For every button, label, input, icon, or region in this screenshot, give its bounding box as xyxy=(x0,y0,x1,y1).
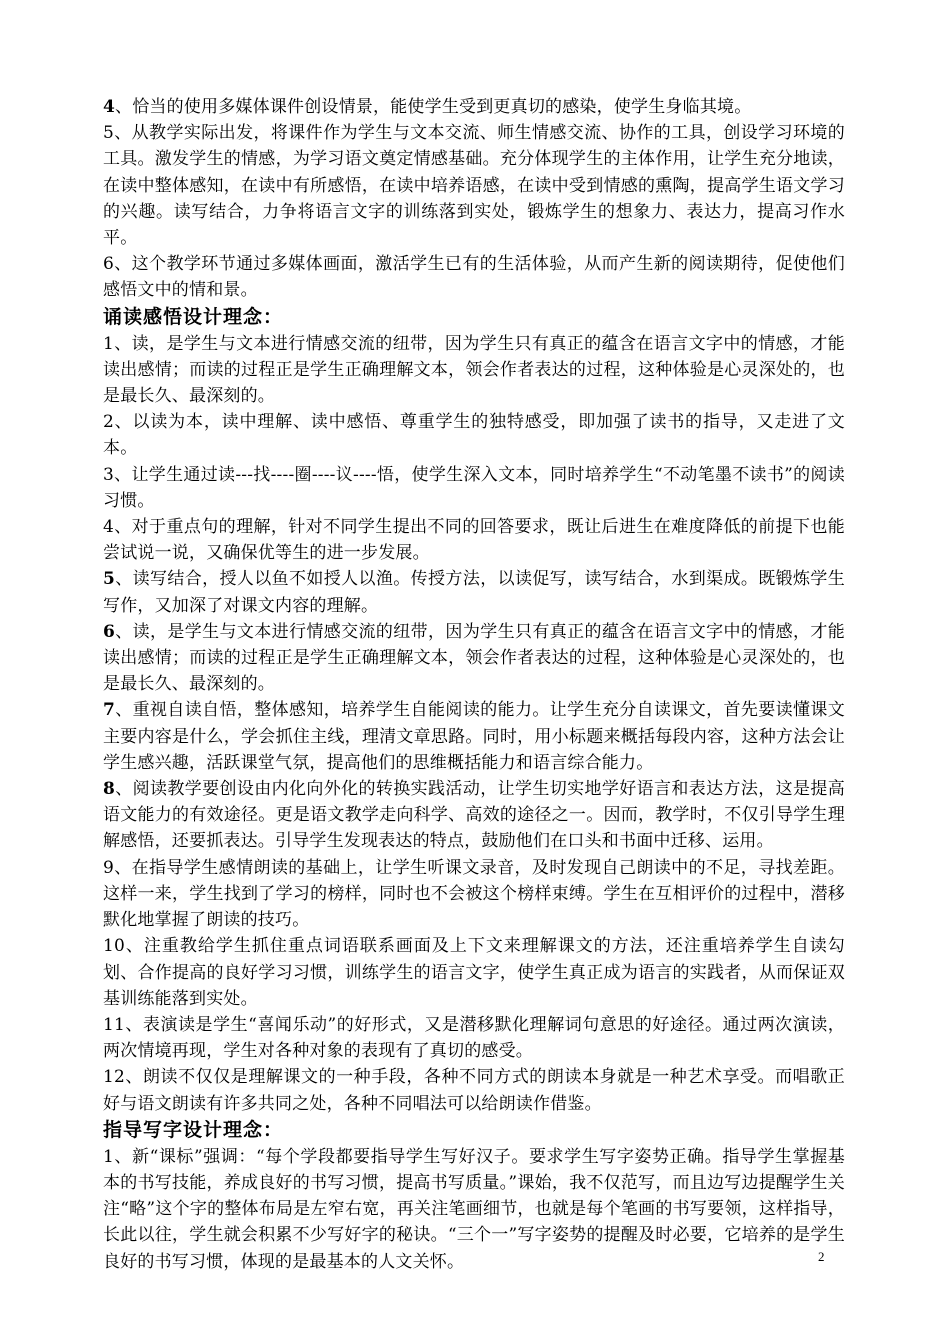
item-separator: 、 xyxy=(114,333,132,354)
item-number: 7 xyxy=(103,700,116,721)
item-text: 读写结合，授人以鱼不如授人以渔。传授方法，以读促写，读写结合，水到渠成。既锻炼学生写作，又加深了对课文内容的理解。 xyxy=(103,569,845,616)
list-item xyxy=(103,933,845,1012)
item-text: 读，是学生与文本进行情感交流的纽带，因为学生只有真正的蕴含在语言文字中的情感，才能读出感情；而读的过程正是学生正确理解文本，领会作者表达的过程，这种体验是心灵深处的，也是最长久、最深刻的。 xyxy=(103,333,845,407)
item-separator: 、 xyxy=(125,1014,143,1035)
item-text: 读，是学生与文本进行情感交流的纽带，因为学生只有真正的蕴含在语言文字中的情感，才能读出感情；而读的过程正是学生正确理解文本，领会作者表达的过程，这种体验是心灵深处的，也是最长久、最深刻的。 xyxy=(103,621,845,695)
item-number: 5 xyxy=(103,123,115,144)
recitation-list xyxy=(103,331,845,1117)
item-separator: 、 xyxy=(114,464,132,485)
item-separator: 、 xyxy=(125,936,144,957)
item-text: 让学生通过读---找----圈----议----悟，使学生深入文本，同时培养学生“不动笔墨不读书”的阅读习惯。 xyxy=(103,464,845,511)
item-number: 11 xyxy=(103,1014,126,1035)
item-number: 1 xyxy=(103,333,115,354)
list-item xyxy=(103,94,845,120)
item-number: 8 xyxy=(103,779,116,800)
item-separator: 、 xyxy=(114,412,133,433)
list-item xyxy=(103,1012,845,1064)
item-text: 朗读不仅仅是理解课文的一种手段，各种不同方式的朗读本身就是一种艺术享受。而唱歌正好与语文朗读有许多共同之处，各种不同唱法可以给朗读作借鉴。 xyxy=(103,1067,845,1114)
section-heading-writing: 指导写字设计理念： xyxy=(103,1118,284,1141)
writing-list xyxy=(103,1144,845,1275)
item-text: 表演读是学生“喜闻乐动”的好形式，又是潜移默化理解词句意思的好途径。通过两次演读，两次情境再现，学生对各种对象的表现有了真切的感受。 xyxy=(103,1014,845,1062)
list-item xyxy=(103,251,845,303)
list-item xyxy=(103,514,845,566)
item-text: 从教学实际出发，将课件作为学生与文本交流、师生情感交流、协作的工具，创设学习环境的工具。激发学生的情感，为学习语文奠定情感基础。充分体现学生的主体作用，让学生充分地读，在读中整体感知，在读中有所感悟，在读中培养语感，在读中受到情感的熏陶，提高学生语文学习的兴趣。读写结合，力争将语言文字的训练落到实处，锻炼学生的想象力、表达力，提高习作水平。 xyxy=(103,123,845,249)
item-separator: 、 xyxy=(114,857,132,878)
item-separator: 、 xyxy=(114,254,132,275)
item-number: 2 xyxy=(103,412,115,433)
item-number: 5 xyxy=(103,569,116,590)
list-item xyxy=(103,331,845,410)
list-item xyxy=(103,120,845,251)
item-number: 10 xyxy=(103,936,126,957)
item-number: 6 xyxy=(103,621,116,642)
item-separator: 、 xyxy=(115,97,133,117)
list-item xyxy=(103,697,845,776)
item-text: 注重教给学生抓住重点词语联系画面及上下文来理解课文的方法，还注重培养学生自读勾划、合作提高的良好学习习惯，训练学生的语言文字，使学生真正成为语言的实践者，从而保证双基训练能落到实处。 xyxy=(103,936,845,1009)
item-separator: 、 xyxy=(114,123,132,144)
item-number: 12 xyxy=(103,1067,126,1088)
section-heading-recitation: 诵读感悟设计理念： xyxy=(103,305,284,328)
item-text: 重视自读自悟，整体感知，培养学生自能阅读的能力。让学生充分自读课文，首先要读懂课文主要内容是什么，学会抓住主线，理清文章思路。同时，用小标题来概括每段内容，这种方法会让学生感兴趣，活跃课堂气氛，提高他们的思维概括能力和语言综合能力。 xyxy=(103,700,845,773)
document-body xyxy=(103,94,845,1275)
list-item xyxy=(103,1144,845,1275)
item-text: 以读为本，读中理解、读中感悟、尊重学生的独特感受，即加强了读书的指导，又走进了文本。 xyxy=(103,412,846,459)
list-item xyxy=(103,1064,845,1116)
item-text: 在指导学生感情朗读的基础上，让学生听课文录音，及时发现自己朗读中的不足，寻找差距。这样一来，学生找到了学习的榜样，同时也不会被这个榜样束缚。学生在互相评价的过程中，潜移默化地掌握了朗读的技巧。 xyxy=(103,857,845,931)
item-separator: 、 xyxy=(114,517,132,538)
item-number: 4 xyxy=(103,517,115,538)
list-item xyxy=(103,409,845,461)
page-number: 2 xyxy=(818,1249,825,1264)
item-number: 9 xyxy=(103,857,115,878)
item-text: 对于重点句的理解，针对不同学生提出不同的回答要求，既让后进生在难度降低的前提下也能尝试说一说，又确保优等生的进一步发展。 xyxy=(103,517,845,564)
item-text: 阅读教学要创设由内化向外化的转换实践活动，让学生切实地学好语言和表达方法，这是提高语文能力的有效途径。更是语文教学走向科学、高效的途径之一。因而，教学时，不仅引导学生理解感悟，还要抓表达。引导学生发现表达的特点，鼓励他们在口头和书面中迁移、运用。 xyxy=(103,779,845,852)
list-item xyxy=(103,462,845,514)
item-separator: 、 xyxy=(115,621,133,642)
item-separator: 、 xyxy=(114,1146,132,1167)
list-item xyxy=(103,776,845,855)
item-number: 4 xyxy=(103,97,116,117)
item-text: 新“课标”强调：“每个学段都要指导学生写好汉子。要求学生写字姿势正确。指导学生掌握基本的书写技能，养成良好的书写习惯，提高书写质量。”课始，我不仅范写，而且边写边提醒学生关注“略”这个字的整体布局是左窄右宽，再关注笔画细节，也就是每个笔画的书写要领，这样指导，长此以往，学生就会积累不少写好字的秘诀。“三个一”写字姿势的提醒及时必要，它培养的是学生良好的书写习惯，体现的是最基本的人文关怀。 xyxy=(103,1146,845,1272)
list-item xyxy=(103,855,845,934)
item-separator: 、 xyxy=(115,779,133,800)
list-item xyxy=(103,566,845,618)
list-item xyxy=(103,619,845,698)
item-number: 6 xyxy=(103,254,115,275)
item-separator: 、 xyxy=(125,1067,143,1088)
item-separator: 、 xyxy=(115,700,133,721)
item-separator: 、 xyxy=(115,569,133,590)
item-number: 1 xyxy=(103,1146,115,1167)
intro-list xyxy=(103,94,845,304)
item-text: 这个教学环节通过多媒体画面，激活学生已有的生活体验，从而产生新的阅读期待，促使他们感悟文中的情和景。 xyxy=(103,254,845,301)
item-text: 恰当的使用多媒体课件创设情景，能使学生受到更真切的感染，使学生身临其境。 xyxy=(132,97,752,117)
item-number: 3 xyxy=(103,464,115,485)
